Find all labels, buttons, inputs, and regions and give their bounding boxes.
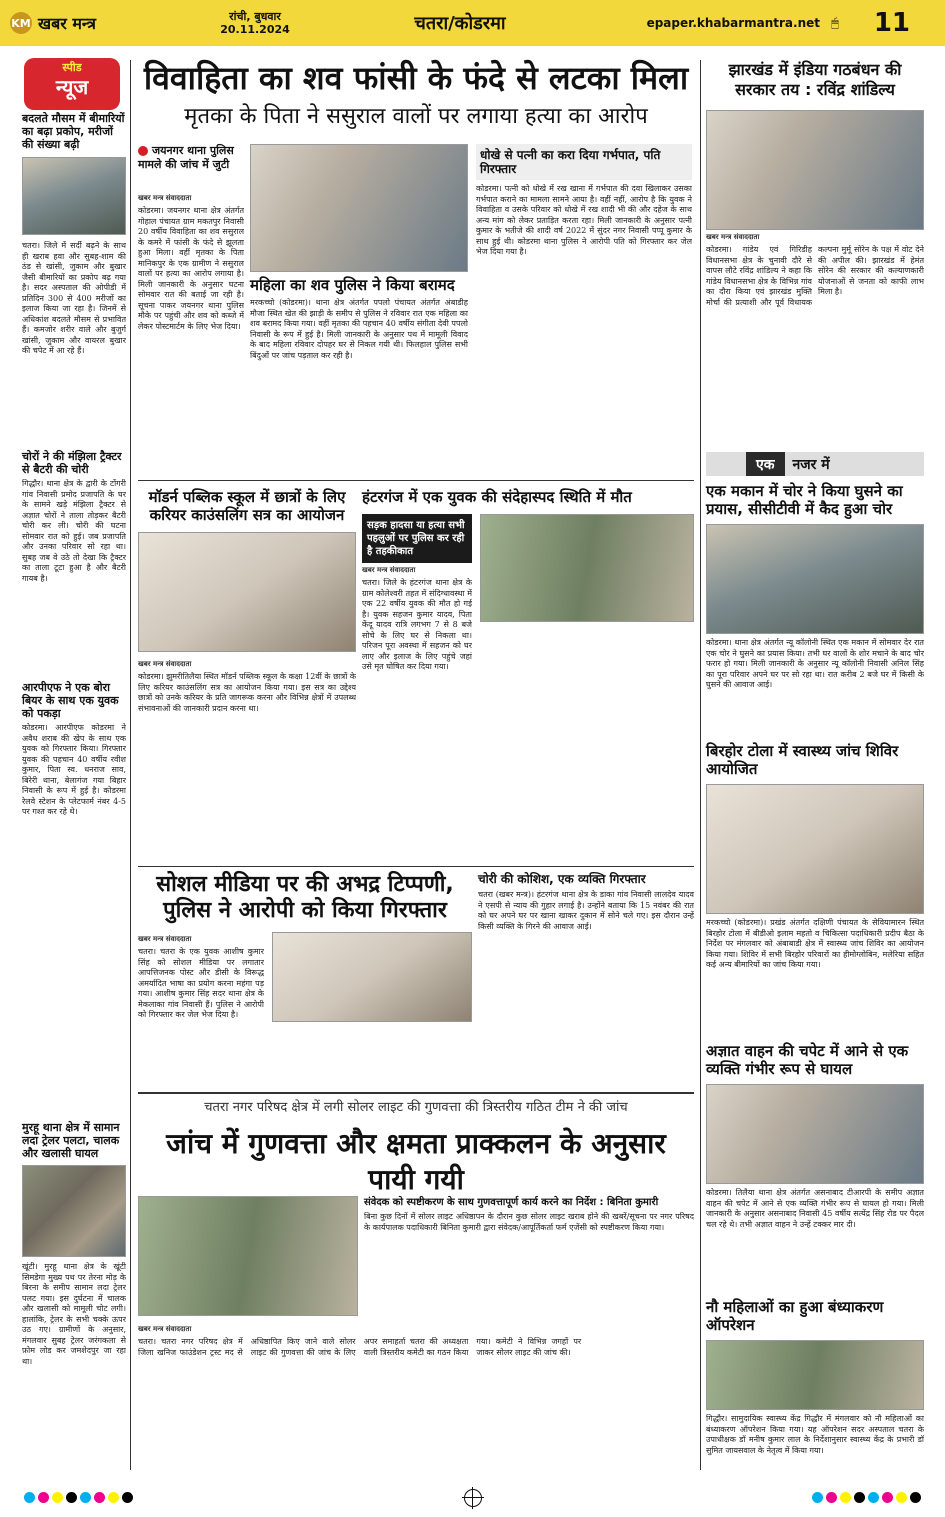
handcuff-photo <box>272 932 472 1022</box>
right-top-headline: झारखंड में इंडिया गठबंधन की सरकार तय : रविंद्र शांडिल्य <box>728 60 902 99</box>
solar-kicker-body: बिना कुछ दिनों में सोलर लाइट अधिष्ठापन के दौरान कुछ सोलर लाइट खराब होने की खबरें/सूचना पर नगर परिषद के कार्यपालक पदाधिकारी बिनिता कुमारी द्वारा संवेदक/आपूर्तिकर्ता फर्म एजेंसी को स्पष्टीकरण किया गया। <box>364 1212 694 1232</box>
cctv-body: कोडरमा। थाना क्षेत्र अंतर्गत न्यू कॉलोनी स्थित एक मकान में सोमवार देर रात एक चोर ने घुसने का प्रयास किया। तभी घर वालों के शोर मचाने के बाद चोर फरार हो गया। मिली जानकारी के अनुसार न्यू कॉलोनी निवासी अनिल सिंह का पूरा परिवार अपने घर पर सो रहा था। रात करीब 2 बजे घर में किसी के घुसने की आवाज आई। <box>706 638 924 689</box>
dateline <box>180 10 330 36</box>
registration-mark-icon <box>464 1489 482 1507</box>
left-story-3-body: कोडरमा। आरपीएफ कोडरमा ने अवैध शराब की खेप के साथ एक युवक को गिरफ्तार किया। गिरफ्तार युवक की पहचान 40 वर्षीय रवीश कुमार, पिता स्व. धनराज साव, बिरेरी थाना, बेलागंज गया बिहार निवासी के रूप में हुई है। कोडरमा रेलवे स्टेशन के प्लेटफार्म नंबर 4-5 पर गश्त कर रहे थे। <box>22 723 126 816</box>
lead-body: कोडरमा। जयनगर थाना क्षेत्र अंतर्गत गोहाल पंचायत ग्राम मकतपुर निवासी 20 वर्षीय विवाहिता का शव ससुराल के कमरे में फांसी के फंदे से झूलता हुआ मिला। वहीं मृतका के पिता मानिकपुर के एक ग्रामीण ने ससुराल वालों पर हत्या का आरोप लगाया है। मिली जानकारी के अनुसार घटना सोमवार रात की बताई जा रही है। सूचना पाकर जयनगर थाना पुलिस मौके पर पहुंची और शव को कब्जे में लेकर पोस्टमार्टम के लिए भेज दिया। <box>138 206 244 331</box>
speed-news-badge <box>24 58 120 110</box>
ek-nazar-bar <box>706 452 924 476</box>
nazar-ek: एक <box>746 452 785 476</box>
truck-accident-photo <box>22 1165 126 1257</box>
career-body: कोडरमा। झुमरीतिलैया स्थित मॉडर्न पब्लिक स्कूल के कक्षा 12वीं के छात्रों के लिए करियर काउंसलिंग सत्र का आयोजन किया गया। इस सत्र का उद्देश्य छात्रों को उनके करियर के प्रति जागरूक करना और विभिन्न क्षेत्रों में उपलब्ध संभावनाओं की जानकारी प्रदान करना था। <box>138 672 356 713</box>
bullet-icon <box>138 146 148 156</box>
sterilization-body: गिद्धौर। सामुदायिक स्वास्थ्य केंद्र गिद्धौर में मंगलवार को नौ महिलाओं का बंध्याकरण ऑपरेशन किया गया। यह ऑपरेशन सदर अस्पताल चतरा के उपाधीक्षक डॉ मनीष कुमार लाल के निर्देशानुसार स्वास्थ्य केंद्र के प्रभारी डॉ सुमित जायसवाल के नेतृत्व में किया गया। <box>706 1414 924 1455</box>
left-story-2-body: गिद्धौर। थाना क्षेत्र के द्वारी के टोंगरी गांव निवासी प्रमोद प्रजापति के घर के सामने खड़े मंझिला ट्रैक्टर से अज्ञात चोरों ने ताला तोड़कर बैटरी चोरी कर ली। चोरी की घटना सोमवार रात को हुई। जब प्रजापति और उनका परिवार सो रहा था। सुबह जब वे उठे तो देखा कि ट्रैक्टर का ताला टूटा हुआ है और बैटरी गायब है। <box>22 479 126 583</box>
divider <box>138 480 694 481</box>
lead-story <box>138 60 694 130</box>
social-media-headline: सोशल मीडिया पर की अभद्र टिप्पणी, पुलिस ने आरोपी को किया गिरफ्तार <box>156 872 454 923</box>
health-camp-photo <box>706 784 924 914</box>
social-media-body: चतरा। चतरा के एक युवक आशीष कुमार सिंह को सोशल मीडिया पर लगातार आपत्तिजनक पोस्ट और डीसी के विरूद्ध अमर्यादित भाषा का प्रयोग करना महंगा पड़ गया। आशीष कुमार सिंह सदर थाना क्षेत्र के मेकलाका गांव निवासी हैं। पुलिस ने आरोपी को गिरफ्तार कर जेल भेज दिया है। <box>138 947 264 1019</box>
divider <box>138 1092 694 1094</box>
right-top-byline: खबर मन्त्र संवाददाता <box>706 233 760 241</box>
theft-attempt-headline: चोरी की कोशिश, एक व्यक्ति गिरफ्तार <box>478 872 646 886</box>
speed-news-bottom: न्यूज <box>55 75 89 99</box>
nazar-rest: नजर में <box>792 456 830 473</box>
logo-icon: KM <box>10 12 32 34</box>
solar-story <box>138 1100 694 1198</box>
career-photo <box>138 532 356 652</box>
solar-overline: चतरा नगर परिषद क्षेत्र में लगी सोलर लाइट की गुणवत्ता की त्रिस्तरीय गठित टीम ने की जांच <box>204 1100 628 1115</box>
hunterganj-byline: खबर मन्त्र संवाददाता <box>362 566 416 574</box>
lead-kicker-text: जयनगर थाना पुलिस मामले की जांच में जुटी <box>138 144 234 171</box>
masthead-bar <box>0 0 945 46</box>
sterilization-photo <box>706 1340 924 1410</box>
color-dots-left <box>24 1492 133 1503</box>
cctv-headline: एक मकान में चोर ने किया घुसने का प्रयास, सीसीटीवी में कैद हुआ चोर <box>706 482 903 518</box>
hunterganj-headline: हंटरगंज में एक युवक की संदेहास्पद स्थिति में मौत <box>362 488 632 506</box>
column-rule <box>700 60 701 1470</box>
speed-news-top: स्पीड <box>62 61 82 74</box>
paper-logo <box>10 12 180 34</box>
lead-headline: विवाहिता का शव फांसी के फंदे से लटका मिला <box>143 59 689 97</box>
sterilization-story <box>706 1298 924 1478</box>
health-camp-body: मरकच्चो (कोडरमा)। प्रखंड अंतर्गत दक्षिणी पंचायत के सेवियामारन स्थित बिरहोर टोला में बीडीओ इलाम महतो व चिकित्सा पदाधिकारी प्रदीप बैठा के निर्देश पर मंगलवार को अंबाबाडी क्षेत्र में स्वास्थ्य जांच शिविर का आयोजन किया गया। शिविर में सभी बिरहोर परिवारों का हीमोग्लोबिन, मलेरिया सहित कई अन्य बीमारियों का जांच किया गया। <box>706 918 924 969</box>
lead-byline: खबर मन्त्र संवाददाता <box>138 194 192 202</box>
accident-body: कोडरमा। तिलैया थाना क्षेत्र अंतर्गत असनाबाद टीआरपी के समीप अज्ञात वाहन की चपेट में आने से एक व्यक्ति गंभीर रूप से घायल हो गया। मिली जानकारी के अनुसार असनाबाद निवासी 45 वर्षीय सत्येंद्र सिंह रोड पर पैदल चल रहे थे। तभी अज्ञात वाहन ने उन्हें टक्कर मार दी। <box>706 1188 924 1229</box>
social-media-story <box>138 872 472 1117</box>
hunterganj-story <box>362 488 694 798</box>
left-story-1-body: चतरा। जिले में सर्दी बढ़ने के साथ ही खराब हवा और सुबह-शाम की ठंड से खांसी, जुकाम और बुखार जैसी बीमारियों का प्रकोप बढ़ गया है। सदर अस्पताल की ओपीडी में प्रतिदिन 300 से 400 मरीजों का इलाज किया जा रहा है। जिनमें से अधिकांश बदलते मौसम से प्रभावित हैं। कमजोर शरीर वाले और बुजुर्ग खांसी, जुकाम और वायरल बुखार की चपेट में आ रहे हैं। <box>22 241 126 355</box>
solar-body: चतरा। चतरा नगर परिषद क्षेत्र में जिला खनिज फाउंडेशन ट्रस्ट मद से अधिष्ठापित किए जाने वाले सोलर लाइट की गुणवत्ता की जांच के लिए अपर समाहर्ता चतरा की अध्यक्षता वाली त्रिस्तरीय कमेटी का गठन किया गया। कमेटी ने विभिन्न जगहों पर जाकर सोलर लाइट की जांच की। <box>138 1337 582 1357</box>
page-number: 11 <box>873 8 910 38</box>
body-recovered-body: मरकच्चो (कोडरमा)। थाना क्षेत्र अंतर्गत पपलो पंचायत अंतर्गत अंबाडीह मौजा स्थित खेत की झाड़ी के समीप से पुलिस ने रविवार रात एक महिला का शव बरामद किया गया। वहीं मृतका की पहचान 40 वर्षीय संगीता देवी पपलो निवासी के रूप में हुई है। मिली जानकारी के अनुसार पथ में मामूली विवाद के बाद महिला रविवार दोपहर घर से निकल गयी थी। फिलहाल पुलिस सभी बिंदुओं पर जांच पड़ताल कर रही है। <box>250 298 468 360</box>
lead-subhead: मृतका के पिता ने ससुराल वालों पर लगाया हत्या का आरोप <box>184 104 648 129</box>
accident-headline: अज्ञात वाहन की चपेट में आने से एक व्यक्ति गंभीर रूप से घायल <box>706 1042 909 1078</box>
accident-photo <box>706 1084 924 1184</box>
dowry-story <box>476 144 692 476</box>
solar-kicker: संवेदक को स्पष्टीकरण के साथ गुणवत्तापूर्ण कार्य करने का निर्देश : बिनिता कुमारी <box>364 1197 659 1208</box>
career-headline: मॉडर्न पब्लिक स्कूल में छात्रों के लिए करियर काउंसलिंग सत्र का आयोजन <box>148 488 346 524</box>
left-column <box>22 112 126 1457</box>
health-camp-headline: बिरहोर टोला में स्वास्थ्य जांच शिविर आयोजित <box>706 742 899 778</box>
sterilization-headline: नौ महिलाओं का हुआ बंध्याकरण ऑपरेशन <box>706 1298 884 1334</box>
lead-kicker <box>138 144 244 172</box>
dowry-body: कोडरमा। पत्नी को धोखे में रख खाना में गर्भपात की दवा खिलाकर उसका गर्भपात कराने का मामला सामने आया है। वहीं नहीं, आरोप है कि युवक ने विवाहिता व उसके परिवार को धोखे में रख शादी भी की और दहेज के साथ अन्य मांग को लेकर प्रताड़ित करता रहा। मिली जानकारी के अनुसार पत्नी कुमार के भतीजे की शादी वर्ष 2022 में सुंदर नगर निवासी पप्पू कुमार के साथ हुई थी। कोडरमा थाना पुलिस ने आरोपी पति को गिरफ्तार कर जेल भेज दिया गया है। <box>476 184 692 256</box>
dowry-headline: धोखे से पत्नी का करा दिया गर्भपात, पति गिरफ्तार <box>476 144 692 180</box>
hospital-photo <box>22 157 126 235</box>
theft-attempt-body: चतरा (खबर मन्त्र)। हंटरगंज थाना क्षेत्र के डाका गांव निवासी लालदेव यादव ने एसपी से न्याय की गुहार लगाई है। उन्होंने बताया कि 15 नवंबर की रात को घर अपने घर पर खाना खाकर दुकान में सोने चले गए। इस दौरान उन्हें किसी व्यक्ति के गिरने की आवाज आई। <box>478 890 694 931</box>
left-story-1-headline: बदलते मौसम में बीमारियों का बढ़ा प्रकोप, मरीजों की संख्या बढ़ी <box>22 112 125 151</box>
career-story <box>138 488 356 840</box>
lead-text-column <box>138 144 244 468</box>
paper-name: खबर मन्त्र <box>38 14 96 33</box>
body-recovered-story <box>250 276 468 448</box>
solar-body-area <box>138 1322 694 1467</box>
solar-kicker-box <box>364 1196 694 1308</box>
cctv-photo <box>706 524 924 634</box>
right-top-photo <box>706 110 924 230</box>
print-registration-footer <box>0 1478 945 1517</box>
body-recovered-headline: महिला का शव पुलिस ने किया बरामद <box>250 276 455 294</box>
lead-photo <box>250 144 468 272</box>
social-media-byline: खबर मन्त्र संवाददाता <box>138 935 192 943</box>
section-name: चतरा/कोडरमा <box>414 13 506 34</box>
color-dots-right <box>812 1492 921 1503</box>
cctv-story <box>706 482 924 720</box>
epaper-url[interactable]: epaper.khabarmantra.net <box>646 16 820 30</box>
accident-story <box>706 1042 924 1278</box>
left-story-4-body: खूंटी। मुरहू थाना क्षेत्र के खूंटी सिमडेगा मुख्य पथ पर तेरना मोड़ के बिरना के समीप सामान लदा ट्रेलर पलट गया। इस दुर्घटना में चालक और खलासी को मामूली चोट लगी। हालांकि, ट्रेलर के सभी चक्के ऊपर उठ गए। ग्रामीणों के अनुसार, मंगलवार सुबह ट्रेलर जरंगकला से फ़ोम लोड कर जमशेदपुर जा रहा था। <box>22 1262 126 1366</box>
divider <box>138 866 694 867</box>
career-byline: खबर मन्त्र संवाददाता <box>138 660 192 668</box>
solar-headline: जांच में गुणवत्ता और क्षमता प्राक्कलन के अनुसार पायी गयी <box>166 1127 666 1196</box>
right-top-story <box>706 60 924 441</box>
right-top-body: कोडरमा। गांडेय एवं गिरिडीह विधानसभा क्षेत्र के चुनावी दौरे से वापस लौटे रविंद्र शांडिल्य ने कहा कि गांडेय विधानसभा क्षेत्र के विभिन्न गांव का दौरा किया एवं झारखंड मुक्ति मोर्चा की प्रत्याशी और पूर्व विधायक कल्पना मुर्मू सोरेन के पक्ष में वोट देने की अपील की। झारखंड में हेमंत सोरेन की सरकार की कल्याणकारी योजनाओं से जनता को काफी लाभ मिला है। <box>706 245 924 307</box>
solar-photo <box>138 1196 358 1316</box>
theft-attempt-story <box>478 872 694 1100</box>
hunterganj-photo <box>480 514 694 622</box>
left-story-3-headline: आरपीएफ ने एक बोरा बियर के साथ एक युवक को पकड़ा <box>22 681 119 720</box>
hunterganj-kicker: सड़क हादसा या हत्या सभी पहलुओं पर पुलिस कर रही है तहकीकात <box>362 514 472 563</box>
solar-byline: खबर मन्त्र संवाददाता <box>138 1325 192 1333</box>
health-camp-story <box>706 742 924 1038</box>
city-day: रांची, बुधवार <box>229 10 281 23</box>
left-story-4-headline: मुरहू थाना क्षेत्र में सामान लदा ट्रेलर पलटा, चालक और खलासी घायल <box>22 1121 120 1160</box>
date: 20.11.2024 <box>220 23 290 36</box>
hunterganj-body: चतरा। जिले के हंटरगंज थाना क्षेत्र के ग्राम कोलेश्वरी तहत में संदिग्धावस्था में एक 22 वर्षीय युवक की मौत हो गई है। युवक सहजन कुमार यादव, पिता केंदू यादव रात्रि लगभग 7 से 8 बजे सोचे के लिए घर से निकला था। परिजन पूरा अवस्था में सहजन को घर लाए और इलाज के लिए पहुंचे जहां उसे मृत घोषित कर दिया गया। <box>362 578 472 671</box>
mouse-icon: 🖱 <box>831 15 839 31</box>
left-story-2-headline: चोरों ने की मंझिला ट्रैक्टर से बैटरी की चोरी <box>22 450 122 476</box>
column-rule <box>130 60 131 1470</box>
